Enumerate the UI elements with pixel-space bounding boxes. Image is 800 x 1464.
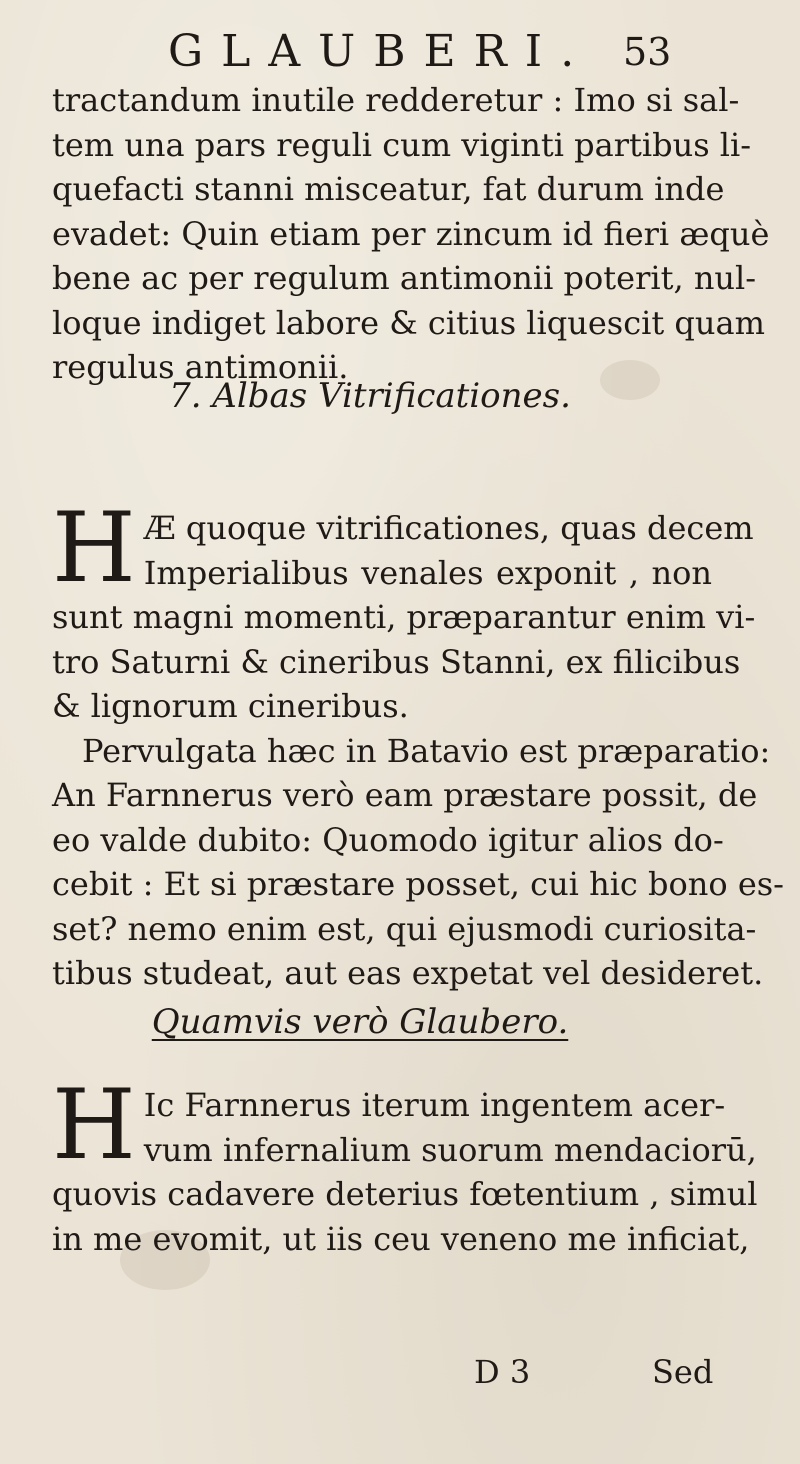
text-line: An Farnnerus verò eam præstare possit, de xyxy=(52,776,758,814)
page-header xyxy=(168,22,678,82)
paragraph-3 xyxy=(52,1069,758,1261)
section-heading-text: Quamvis verò Glaubero. xyxy=(151,1002,569,1042)
text-line: quovis cadavere deterius fœtentium , simul xyxy=(52,1175,758,1213)
text-line: evadet: Quin etiam per zincum id fieri æquè xyxy=(52,214,770,253)
text-line: cebit : Et si præstare posset, cui hic bono es- xyxy=(52,865,784,903)
text-line: eo valde dubito: Quomodo igitur alios do- xyxy=(52,820,724,859)
page-number: 53 xyxy=(623,30,672,74)
text-line: vum infernalium suorum mendaciorū, xyxy=(143,1130,757,1169)
text-line: bene ac per regulum antimonii poterit, nul- xyxy=(52,259,757,297)
text-line: tractandum inutile redderetur : Imo si sal- xyxy=(52,81,740,119)
text-line: set? nemo enim est, qui ejusmodi curiosita- xyxy=(52,909,757,948)
text-line: sunt magni momenti, præparantur enim vi- xyxy=(52,598,756,636)
drop-cap-initial: H xyxy=(52,1069,136,1181)
text-line: tro Saturni & cineribus Stanni, ex filicibus xyxy=(52,642,741,681)
text-line: in me evomit, ut iis ceu veneno me inficiat, xyxy=(52,1219,750,1258)
text-line: Pervulgata hæc in Batavio est præparatio: xyxy=(82,731,771,770)
text-line: tem una pars reguli cum viginti partibus li- xyxy=(52,125,752,164)
catchword: Sed xyxy=(652,1353,714,1391)
text-line: regulus antimonii. xyxy=(52,348,349,386)
section-heading xyxy=(0,1000,760,1044)
signature-mark: D 3 xyxy=(474,1353,531,1391)
text-line: loque indiget labore & citius liquescit quam xyxy=(52,303,765,342)
drop-cap-initial: H xyxy=(52,492,136,604)
paragraph-2 xyxy=(52,492,784,996)
text-line: Imperialibus venales exponit , non xyxy=(143,553,712,592)
paragraph-1 xyxy=(52,78,770,390)
text-line: & lignorum cineribus. xyxy=(52,687,409,725)
running-title: GLAUBERI. xyxy=(168,26,593,77)
page-footer xyxy=(0,1350,800,1400)
text-line: Æ quoque vitrificationes, quas decem xyxy=(143,509,754,547)
text-line: Ic Farnnerus iterum ingentem acer- xyxy=(143,1086,726,1124)
section-heading: 7. Albas Vitrificationes. xyxy=(169,376,571,416)
text-line: tibus studeat, aut eas expetat vel desideret. xyxy=(52,954,764,992)
text-line: quefacti stanni misceatur, fat durum inde xyxy=(52,170,725,208)
